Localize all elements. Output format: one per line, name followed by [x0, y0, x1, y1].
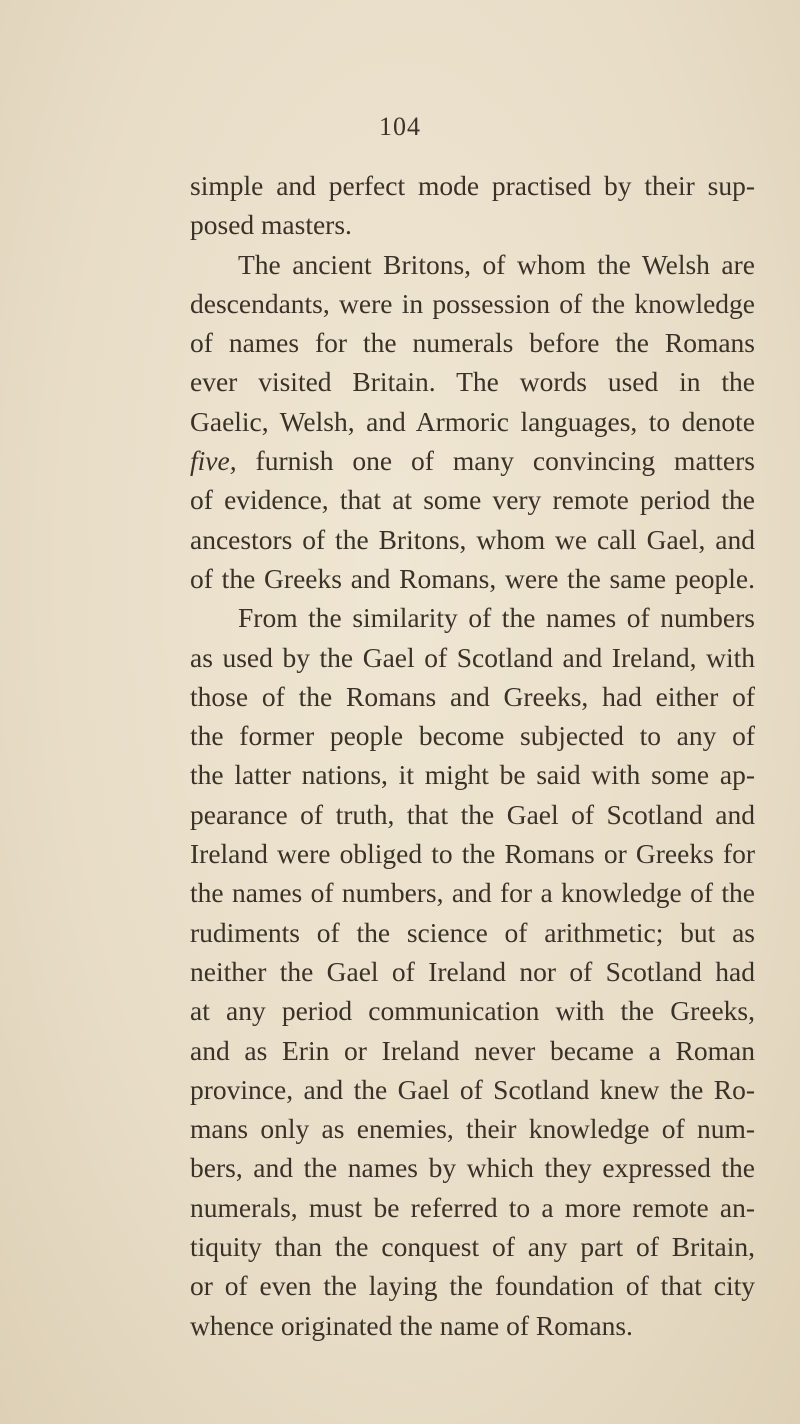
text-line: posed masters. — [190, 209, 352, 241]
text-line: neither the Gael of Ireland nor of Scotland had — [190, 955, 755, 987]
text-line: province, and the Gael of Scotland knew the Ro- — [190, 1073, 755, 1105]
text-line: simple and perfect mode practised by their sup- — [190, 170, 755, 201]
text-line: numerals, must be referred to a more remote an- — [190, 1191, 755, 1223]
text-line: at any period communication with the Greeks, — [190, 995, 755, 1027]
text-line: the former people become subjected to any of — [190, 720, 755, 752]
text-line: bers, and the names by which they expressed the — [190, 1152, 755, 1184]
text-line: Gaelic, Welsh, and Armoric languages, to denote — [190, 405, 755, 437]
body-text — [190, 166, 755, 1345]
page-number: 104 — [379, 112, 421, 141]
text-line: of names for the numerals before the Romans — [190, 327, 755, 359]
text-line: whence originated the name of Romans. — [190, 1309, 633, 1341]
text-line: descendants, were in possession of the knowledge — [190, 287, 755, 319]
text-line: Ireland were obliged to the Romans or Greeks for — [190, 838, 755, 870]
text-line: the names of numbers, and for a knowledge of the — [190, 877, 755, 909]
text-line: mans only as enemies, their knowledge of num- — [190, 1113, 755, 1145]
text-line-mixed — [190, 441, 755, 480]
text-line: ancestors of the Britons, whom we call Gael, and — [190, 523, 755, 555]
text-line: From the similarity of the names of numbers — [238, 602, 755, 634]
text-line: The ancient Britons, of whom the Welsh are — [238, 248, 755, 280]
italic-word: five, — [190, 445, 237, 477]
text-line: the latter nations, it might be said with some ap- — [190, 759, 755, 791]
text-fragment: furnish one of many convincing matters — [255, 445, 755, 477]
text-line: ever visited Britain. The words used in the — [190, 366, 755, 398]
text-line: of the Greeks and Romans, were the same people. — [190, 562, 755, 594]
text-line: and as Erin or Ireland never became a Roman — [190, 1034, 755, 1066]
text-line: as used by the Gael of Scotland and Ireland, with — [190, 641, 755, 673]
text-line: pearance of truth, that the Gael of Scotland and — [190, 798, 755, 830]
text-line: of evidence, that at some very remote period the — [190, 484, 755, 516]
text-line: or of even the laying the foundation of that city — [190, 1270, 755, 1302]
text-line: rudiments of the science of arithmetic; but as — [190, 916, 755, 948]
text-line: tiquity than the conquest of any part of Britain, — [190, 1231, 755, 1263]
text-line: those of the Romans and Greeks, had either of — [190, 680, 755, 712]
